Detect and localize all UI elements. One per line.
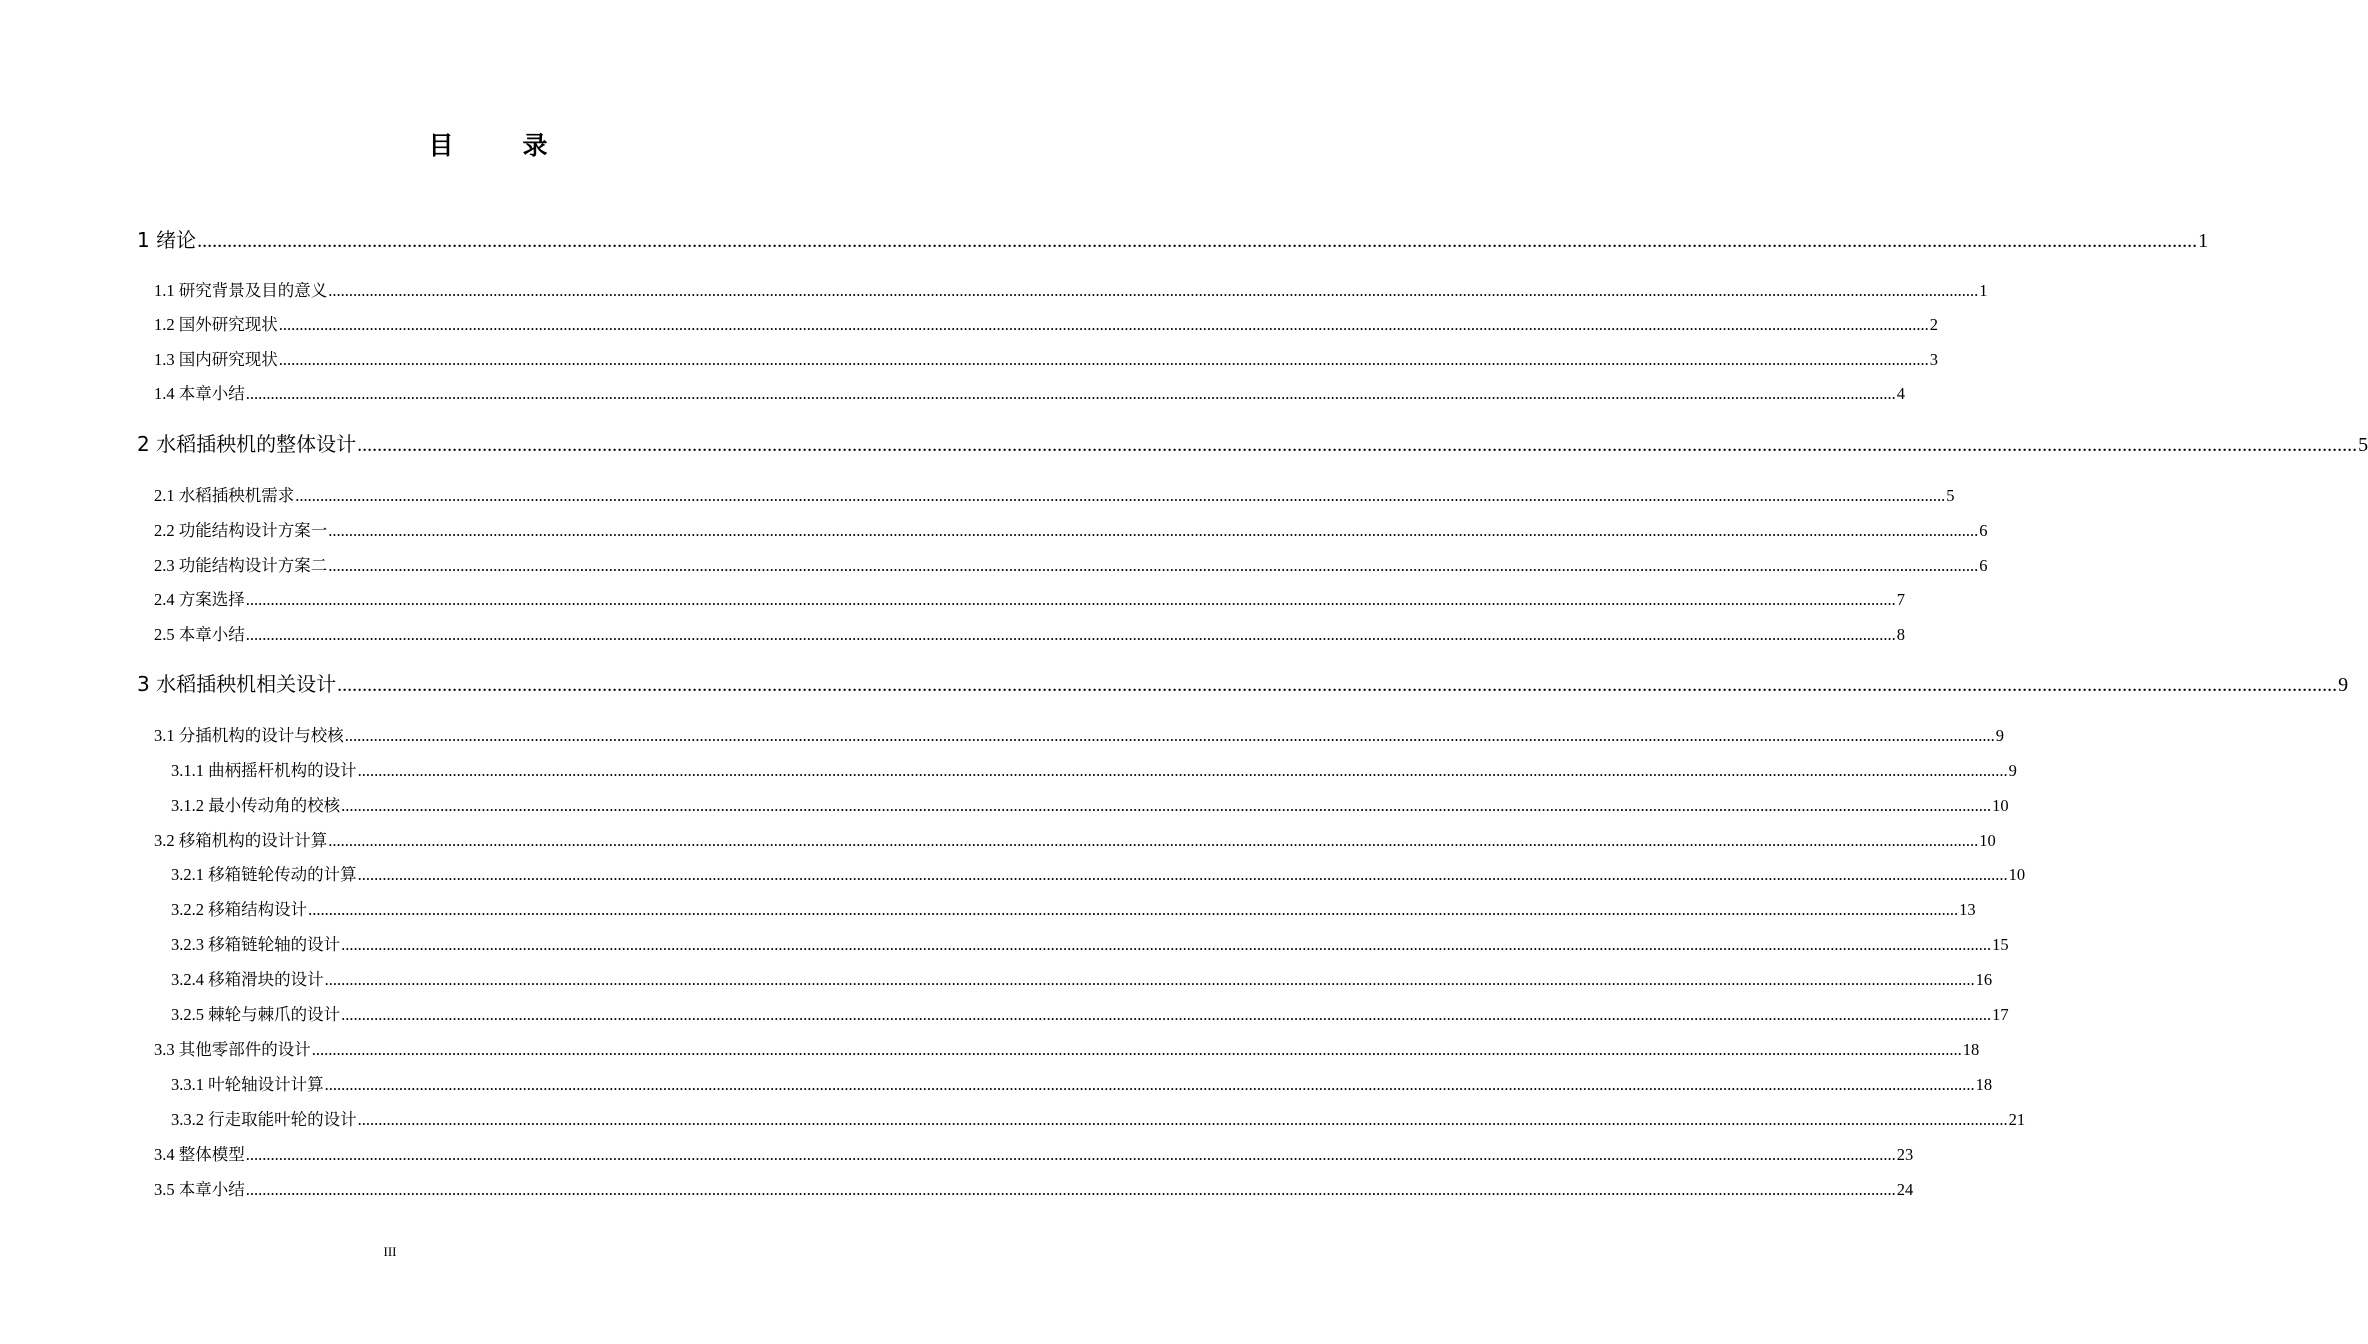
toc-entry-label: 1.1 研究背景及目的意义 (154, 281, 328, 300)
toc-dot-leader: ................................................................................................................................................................................................................................................................................................................................................................................................................ (245, 590, 1896, 609)
toc-entry-label: 3.3.1 叶轮轴设计计算 (171, 1075, 324, 1094)
toc-entry-label: 3.3.2 行走取能叶轮的设计 (171, 1110, 357, 1129)
toc-dot-leader: ................................................................................................................................................................................................................................................................................................................................................................................................................ (245, 1145, 1896, 1164)
toc-entry-level-2[interactable] (154, 482, 1955, 506)
toc-dot-leader: ................................................................................................................................................................................................................................................................................................................................................................................................................ (295, 486, 1946, 505)
toc-entry-page-number: 23 (1896, 1145, 1914, 1164)
toc-dot-leader: ................................................................................................................................................................................................................................................................................................................................................................................................................ (328, 831, 1979, 850)
toc-entry-level-2[interactable] (154, 722, 2004, 746)
toc-entry-level-3[interactable] (171, 896, 1976, 920)
toc-entry-page-number: 2 (1929, 315, 1938, 334)
toc-entry-level-3[interactable] (171, 792, 2009, 816)
toc-entry-label: 3.5 本章小结 (154, 1180, 245, 1199)
toc-entry-level-3[interactable] (171, 1106, 2026, 1130)
toc-dot-leader: ................................................................................................................................................................................................................................................................................................................................................................................................................ (357, 1110, 2008, 1129)
toc-entry-level-3[interactable] (171, 757, 2017, 781)
toc-entry-level-2[interactable] (154, 621, 1905, 645)
toc-dot-leader: ................................................................................................................................................................................................................................................................................................................................................................................................................ (328, 281, 1979, 300)
toc-dot-leader: ................................................................................................................................................................................................................................................................................................................................................................................................................ (344, 726, 1995, 745)
toc-entry-level-1[interactable] (137, 668, 2349, 698)
toc-dot-leader: ................................................................................................................................................................................................................................................................................................................................................................................................................ (278, 350, 1929, 369)
toc-entry-page-number: 6 (1979, 521, 1988, 540)
toc-dot-leader: ................................................................................................................................................................................................................................................................................................................................................................................................................ (341, 796, 1992, 815)
toc-entry-level-1[interactable] (137, 224, 2209, 254)
toc-entry-level-2[interactable] (154, 586, 1905, 610)
toc-entry-label: 3.4 整体模型 (154, 1145, 245, 1164)
toc-dot-leader: ................................................................................................................................................................................................................................................................................................................................................................................................................ (341, 935, 1992, 954)
toc-entry-label: 3.1.1 曲柄摇杆机构的设计 (171, 761, 357, 780)
toc-dot-leader: ................................................................................................................................................................................................................................................................................................................................................................................................................ (308, 900, 1959, 919)
toc-entry-label: 1.2 国外研究现状 (154, 315, 278, 334)
toc-entry-level-2[interactable] (154, 827, 1996, 851)
toc-entry-page-number: 8 (1896, 625, 1905, 644)
toc-dot-leader: ................................................................................................................................................................................................................................................................................................................................................................................................................ (357, 434, 2358, 456)
toc-entry-page-number: 10 (1992, 796, 2009, 815)
toc-entry-level-2[interactable] (154, 1141, 1914, 1165)
toc-dot-leader: ................................................................................................................................................................................................................................................................................................................................................................................................................ (328, 556, 1979, 575)
toc-entry-page-number: 9 (1995, 726, 2004, 745)
toc-entry-page-number: 5 (2358, 434, 2368, 456)
toc-entry-page-number: 5 (1946, 486, 1955, 505)
toc-entry-level-2[interactable] (154, 277, 1988, 301)
toc-entry-page-number: 13 (1959, 900, 1976, 919)
toc-entry-label: 2.3 功能结构设计方案二 (154, 556, 328, 575)
toc-entry-label: 1.4 本章小结 (154, 384, 245, 403)
toc-entry-page-number: 24 (1896, 1180, 1914, 1199)
toc-entry-label: 3.1.2 最小传动角的校核 (171, 796, 341, 815)
toc-entry-level-2[interactable] (154, 1176, 1914, 1200)
toc-entry-level-2[interactable] (154, 311, 1938, 335)
toc-entry-page-number: 4 (1896, 384, 1905, 403)
toc-entry-label: 3.2.5 棘轮与棘爪的设计 (171, 1005, 341, 1024)
toc-entry-page-number: 6 (1979, 556, 1988, 575)
toc-entry-level-3[interactable] (171, 861, 2026, 885)
toc-dot-leader: ................................................................................................................................................................................................................................................................................................................................................................................................................ (357, 761, 2008, 780)
toc-entry-level-2[interactable] (154, 517, 1988, 541)
toc-dot-leader: ................................................................................................................................................................................................................................................................................................................................................................................................................ (245, 384, 1896, 403)
toc-entry-page-number: 1 (1979, 281, 1988, 300)
toc-entry-level-2[interactable] (154, 346, 1938, 370)
toc-dot-leader: ................................................................................................................................................................................................................................................................................................................................................................................................................ (245, 1180, 1896, 1199)
toc-entry-page-number: 10 (1979, 831, 1996, 850)
toc-dot-leader: ................................................................................................................................................................................................................................................................................................................................................................................................................ (324, 1075, 1975, 1094)
toc-dot-leader: ................................................................................................................................................................................................................................................................................................................................................................................................................ (245, 625, 1896, 644)
toc-entry-level-2[interactable] (154, 1036, 1980, 1060)
toc-entry-page-number: 1 (2198, 230, 2209, 252)
toc-entry-label: 3.1 分插机构的设计与校核 (154, 726, 344, 745)
toc-entry-page-number: 15 (1992, 935, 2009, 954)
toc-entry-label: 3.2.4 移箱滑块的设计 (171, 970, 324, 989)
toc-dot-leader: ................................................................................................................................................................................................................................................................................................................................................................................................................ (328, 521, 1979, 540)
toc-entry-level-1[interactable] (137, 428, 2368, 458)
toc-dot-leader: ................................................................................................................................................................................................................................................................................................................................................................................................................ (197, 230, 2198, 252)
toc-entry-page-number: 3 (1929, 350, 1938, 369)
toc-entry-level-2[interactable] (154, 552, 1988, 576)
toc-entry-page-number: 18 (1962, 1040, 1980, 1059)
toc-dot-leader: ................................................................................................................................................................................................................................................................................................................................................................................................................ (311, 1040, 1962, 1059)
page-number-footer: III (383, 1244, 397, 1259)
toc-dot-leader: ................................................................................................................................................................................................................................................................................................................................................................................................................ (337, 674, 2338, 696)
toc-entry-page-number: 7 (1896, 590, 1905, 609)
toc-entry-label: 2.1 水稻插秧机需求 (154, 486, 295, 505)
toc-entry-level-3[interactable] (171, 1001, 2009, 1025)
toc-entry-level-3[interactable] (171, 931, 2009, 955)
toc-entry-page-number: 18 (1975, 1075, 1993, 1094)
toc-entry-label: 3 水稻插秧机相关设计 (137, 672, 337, 696)
toc-entry-label: 2.4 方案选择 (154, 590, 245, 609)
toc-entry-page-number: 10 (2008, 865, 2026, 884)
toc-entry-page-number: 21 (2008, 1110, 2026, 1129)
toc-entry-page-number: 16 (1975, 970, 1993, 989)
toc-entry-label: 1.3 国内研究现状 (154, 350, 278, 369)
toc-entry-level-3[interactable] (171, 966, 1993, 990)
toc-entry-label: 3.2.1 移箱链轮传动的计算 (171, 865, 357, 884)
toc-entry-label: 2.5 本章小结 (154, 625, 245, 644)
toc-entry-label: 3.3 其他零部件的设计 (154, 1040, 311, 1059)
toc-entry-page-number: 9 (2008, 761, 2017, 780)
toc-dot-leader: ................................................................................................................................................................................................................................................................................................................................................................................................................ (324, 970, 1975, 989)
toc-entry-page-number: 9 (2338, 674, 2349, 696)
toc-entry-label: 3.2.2 移箱结构设计 (171, 900, 308, 919)
page-title: 目 录 (428, 131, 570, 160)
toc-entry-page-number: 17 (1992, 1005, 2009, 1024)
toc-entry-label: 1 绪论 (137, 228, 197, 252)
toc-entry-label: 2.2 功能结构设计方案一 (154, 521, 328, 540)
toc-dot-leader: ................................................................................................................................................................................................................................................................................................................................................................................................................ (278, 315, 1929, 334)
toc-entry-label: 3.2.3 移箱链轮轴的设计 (171, 935, 341, 954)
toc-entry-level-2[interactable] (154, 380, 1905, 404)
toc-entry-level-3[interactable] (171, 1071, 1993, 1095)
toc-entry-label: 3.2 移箱机构的设计计算 (154, 831, 328, 850)
toc-dot-leader: ................................................................................................................................................................................................................................................................................................................................................................................................................ (341, 1005, 1992, 1024)
toc-dot-leader: ................................................................................................................................................................................................................................................................................................................................................................................................................ (357, 865, 2008, 884)
toc-entry-label: 2 水稻插秧机的整体设计 (137, 432, 357, 456)
